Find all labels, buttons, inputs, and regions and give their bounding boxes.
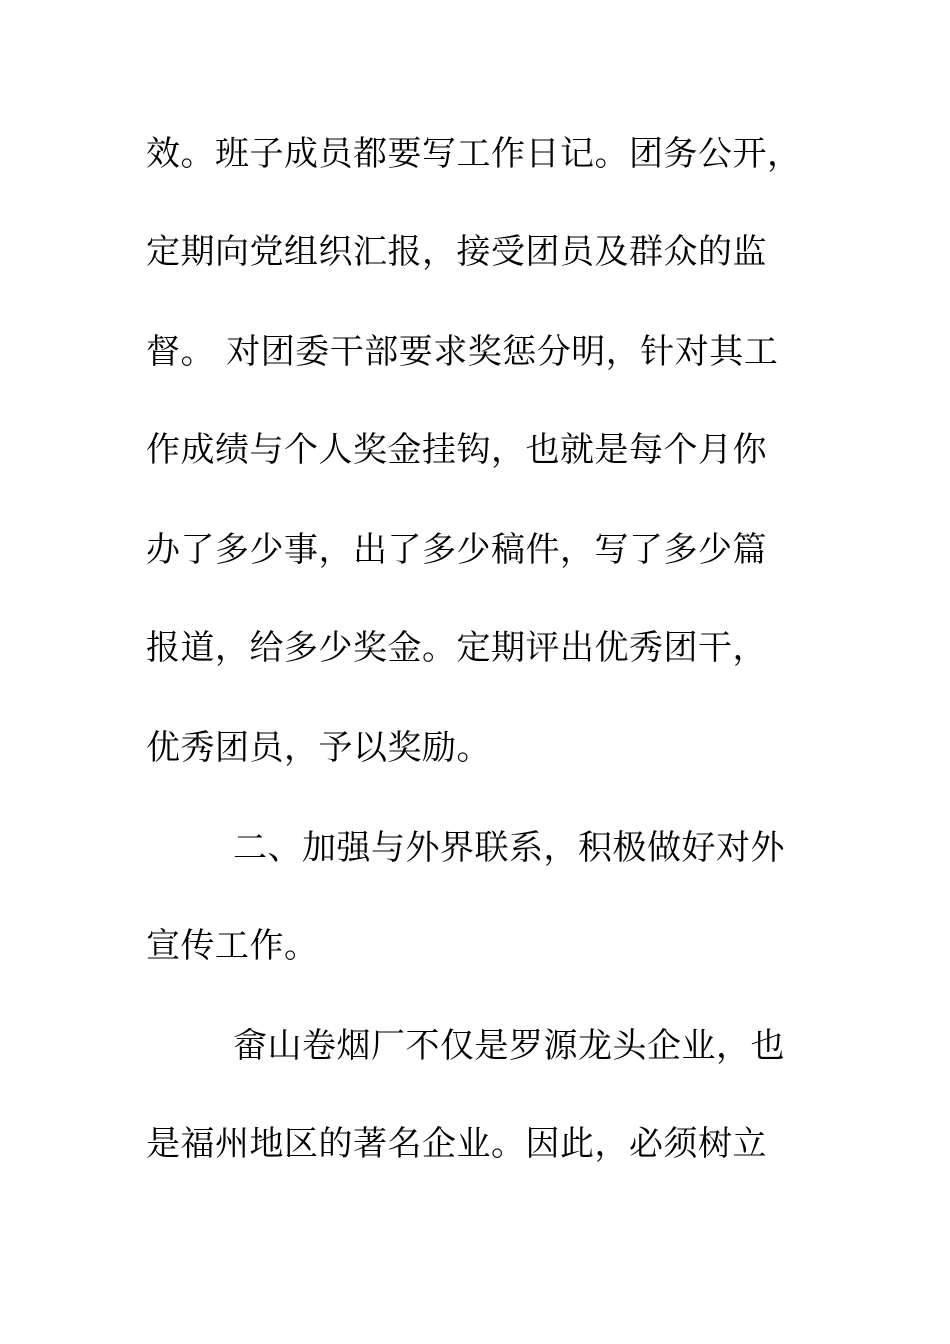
paragraph-line-2: 定期向党组织汇报，接受团员及群众的监 [146,232,767,272]
paragraph-line-3: 督。 对团委干部要求奖惩分明，针对其工 [146,332,779,372]
paragraph-line-7: 优秀团员，予以奖励。 [146,728,491,768]
paragraph-line-6: 报道，给多少奖金。定期评出优秀团干， [146,628,767,668]
paragraph-line-10: 畲山卷烟厂不仅是罗源龙头企业，也 [233,1026,785,1066]
paragraph-line-5: 办了多少事，出了多少稿件，写了多少篇 [146,530,767,570]
section-heading-line-2: 宣传工作。 [146,926,319,966]
section-heading-line-1: 二、加强与外界联系，积极做好对外 [233,828,785,868]
paragraph-line-1: 效。班子成员都要写工作日记。团务公开， [146,134,802,174]
paragraph-line-11: 是福州地区的著名企业。因此，必须树立 [146,1124,767,1164]
paragraph-line-4: 作成绩与个人奖金挂钩，也就是每个月你 [146,430,767,470]
